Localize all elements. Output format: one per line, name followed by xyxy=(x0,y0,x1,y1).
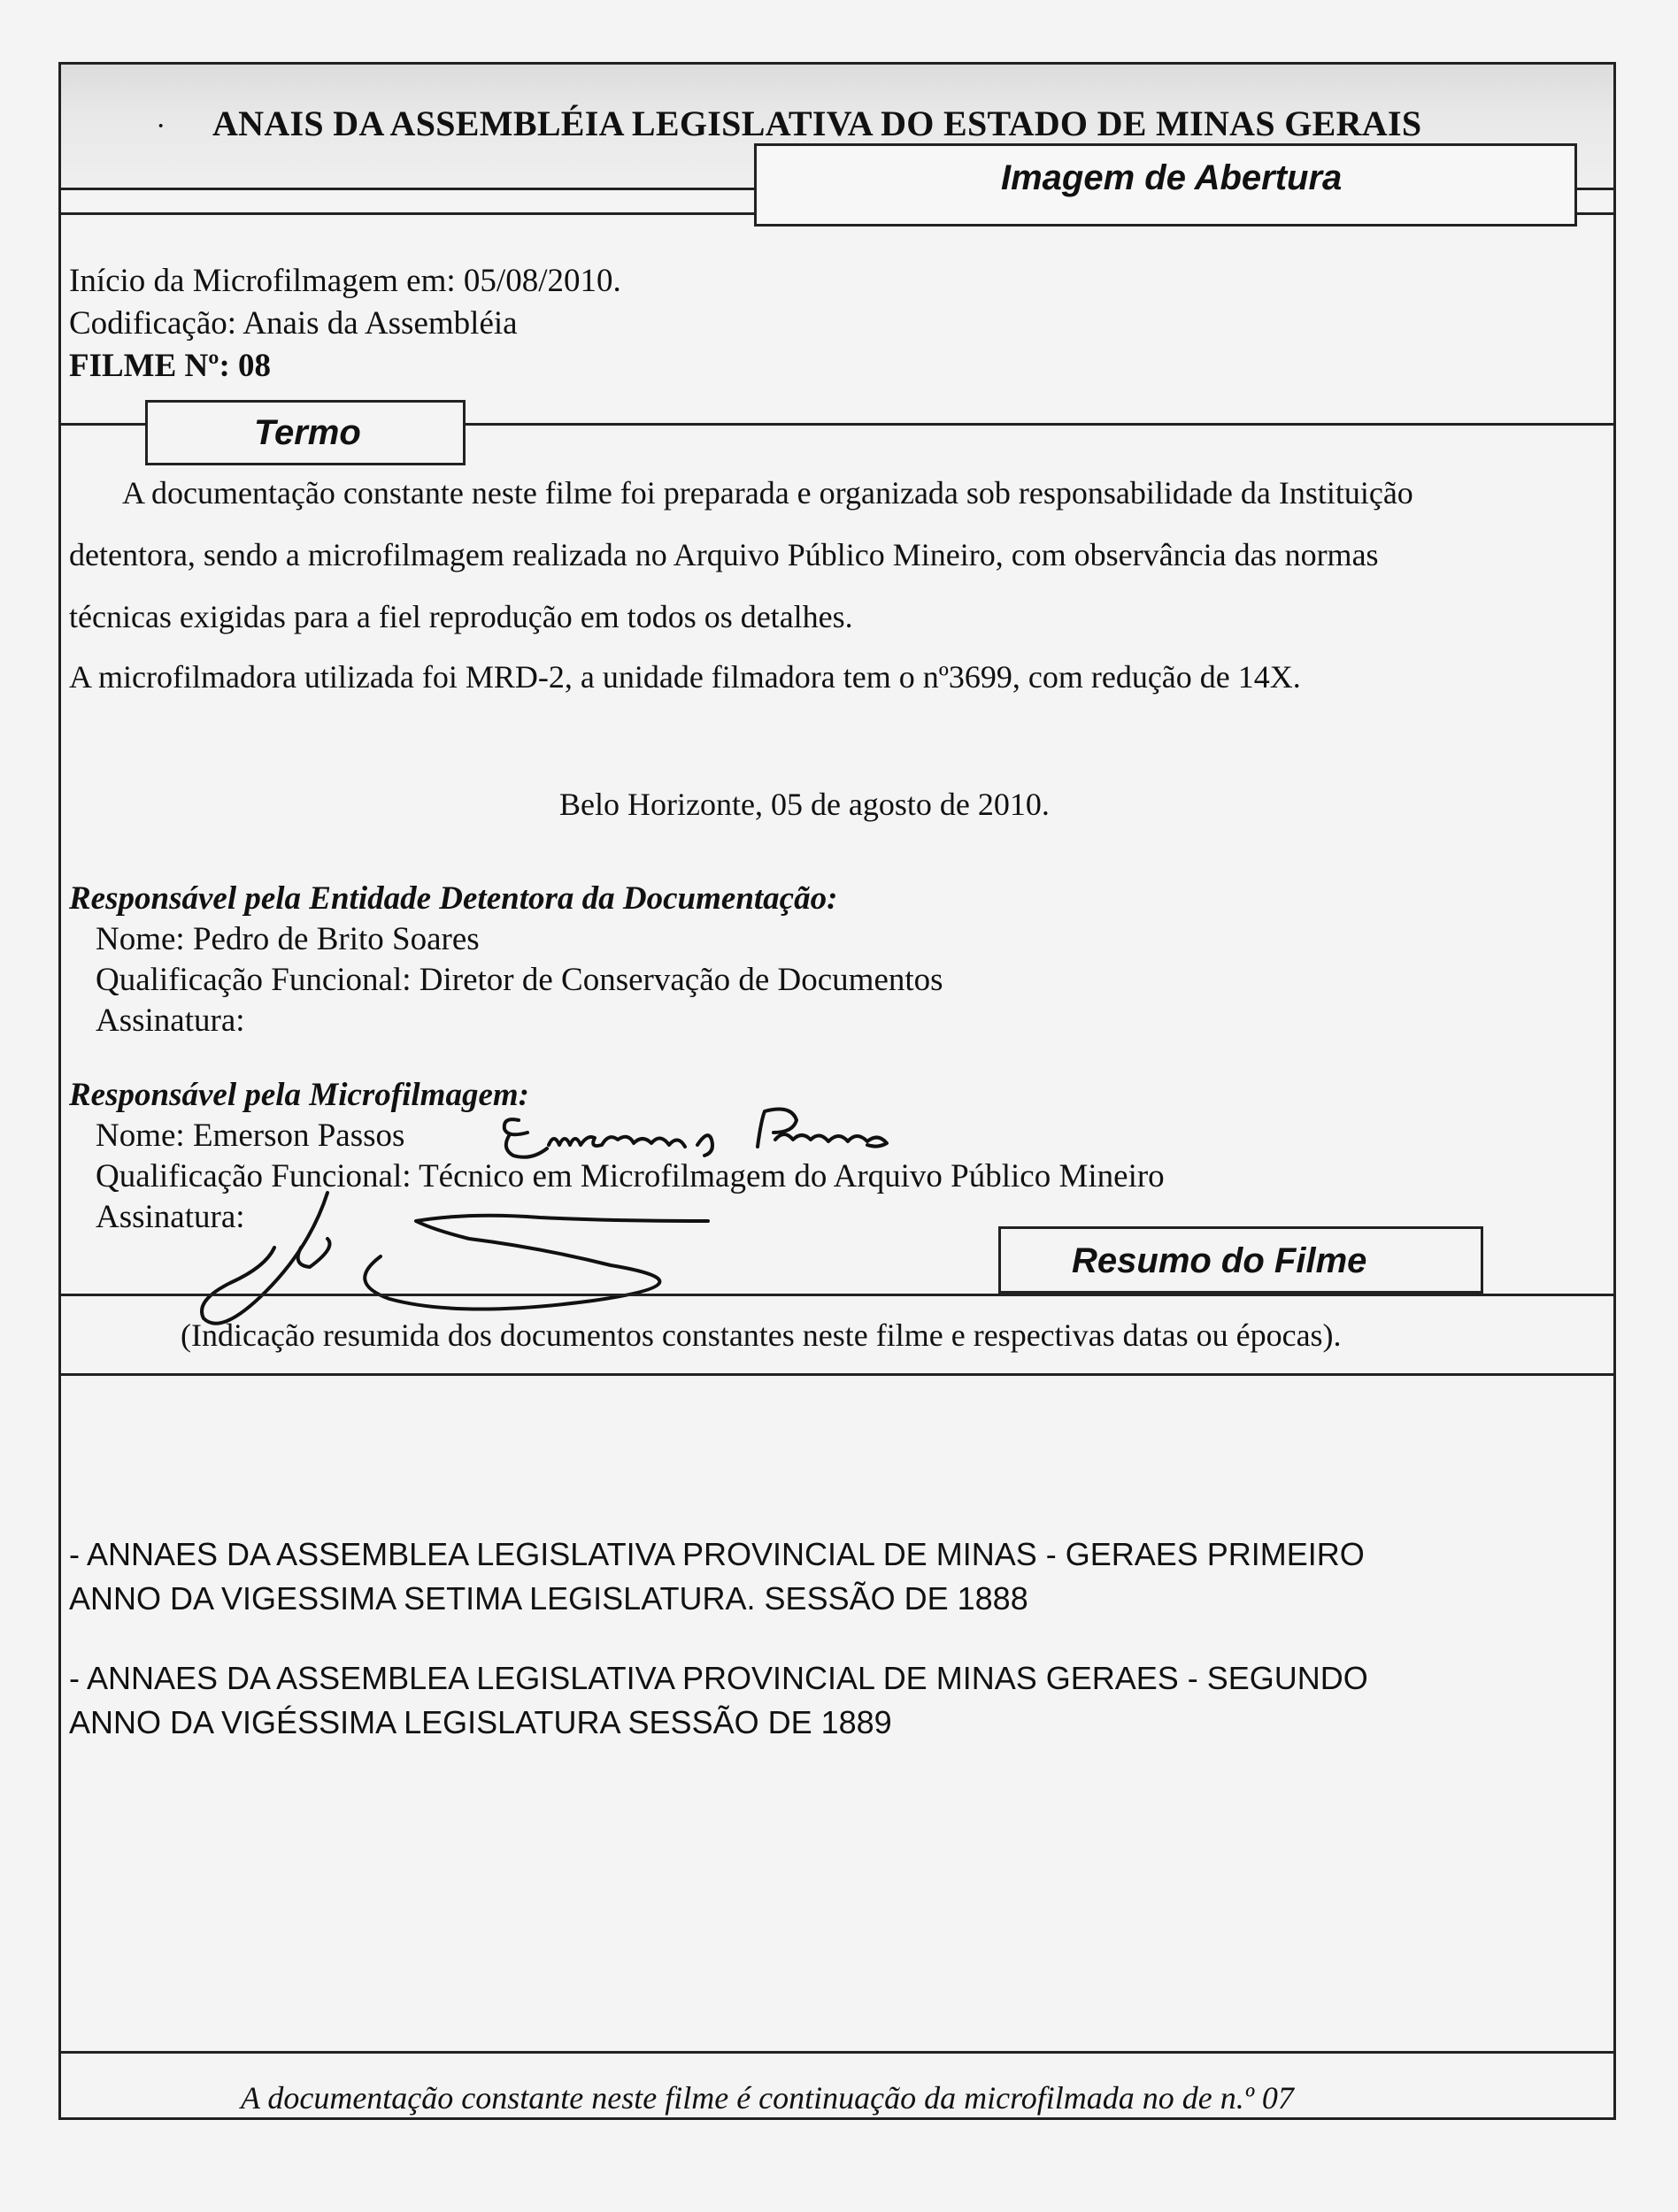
entidade-nome: Nome: Pedro de Brito Soares xyxy=(96,921,480,957)
resumo-label: Resumo do Filme xyxy=(1072,1241,1367,1280)
termo-line-4: A microfilmadora utilizada foi MRD-2, a unidade filmadora tem o nº3699, com redução de 14X. xyxy=(69,659,1301,695)
header-rule-left-2 xyxy=(61,212,754,215)
header-rule-right xyxy=(1577,188,1613,190)
entidade-heading: Responsável pela Entidade Detentora da Documentação: xyxy=(69,880,838,917)
item-1-line-2: ANNO DA VIGESSIMA SETIMA LEGISLATURA. SESSÃO DE 1888 xyxy=(69,1580,1028,1617)
footer-note: A documentação constante neste filme é continuação da microfilmada no de n.º 07 xyxy=(241,2080,1294,2116)
resumo-box xyxy=(998,1226,1483,1294)
place-date: Belo Horizonte, 05 de agosto de 2010. xyxy=(559,787,1050,822)
document-title: ANAIS DA ASSEMBLÉIA LEGISLATIVA DO ESTADO DE MINAS GERAIS xyxy=(212,104,1422,143)
resumo-indicacao: (Indicação resumida dos documentos constantes neste filme e respectivas datas ou épocas). xyxy=(181,1317,1342,1353)
header-rule-left xyxy=(61,188,754,190)
entidade-assinatura: Assinatura: xyxy=(96,1002,245,1039)
microfilmagem-heading: Responsável pela Microfilmagem: xyxy=(69,1077,529,1113)
header-rule-right-2 xyxy=(1577,212,1613,215)
abertura-label: Imagem de Abertura xyxy=(1001,158,1343,197)
microfilmagem-assinatura: Assinatura: xyxy=(96,1199,245,1235)
item-2-line-2: ANNO DA VIGÉSSIMA LEGISLATURA SESSÃO DE 1889 xyxy=(69,1704,892,1740)
footer-rule xyxy=(61,2051,1613,2054)
termo-line-1: A documentação constante neste filme foi preparada e organizada sob responsabilidade da Instituição xyxy=(122,475,1413,511)
microfilmagem-qualificacao: Qualificação Funcional: Técnico em Microfilmagem do Arquivo Público Mineiro xyxy=(96,1158,1165,1194)
microfilmagem-nome: Nome: Emerson Passos xyxy=(96,1118,405,1154)
termo-label: Termo xyxy=(254,413,361,452)
termo-box xyxy=(145,400,466,465)
bullet-mark: · xyxy=(156,110,166,142)
item-2-line-1: - ANNAES DA ASSEMBLEA LEGISLATIVA PROVINCIAL DE MINAS GERAES - SEGUNDO xyxy=(69,1660,1368,1696)
termo-line-2: detentora, sendo a microfilmagem realizada no Arquivo Público Mineiro, com observância das normas xyxy=(69,537,1379,572)
inicio-microfilmagem: Início da Microfilmagem em: 05/08/2010. xyxy=(69,263,621,299)
filme-numero: FILME Nº: 08 xyxy=(69,348,272,384)
codificacao: Codificação: Anais da Assembléia xyxy=(69,305,518,342)
abertura-box xyxy=(754,143,1577,227)
item-1-line-1: - ANNAES DA ASSEMBLEA LEGISLATIVA PROVINCIAL DE MINAS - GERAES PRIMEIRO xyxy=(69,1536,1365,1572)
resumo-rule-top xyxy=(61,1294,1613,1296)
resumo-rule-bottom xyxy=(61,1373,1613,1376)
entidade-qualificacao: Qualificação Funcional: Diretor de Conservação de Documentos xyxy=(96,962,943,998)
termo-line-3: técnicas exigidas para a fiel reprodução em todos os detalhes. xyxy=(69,599,853,634)
